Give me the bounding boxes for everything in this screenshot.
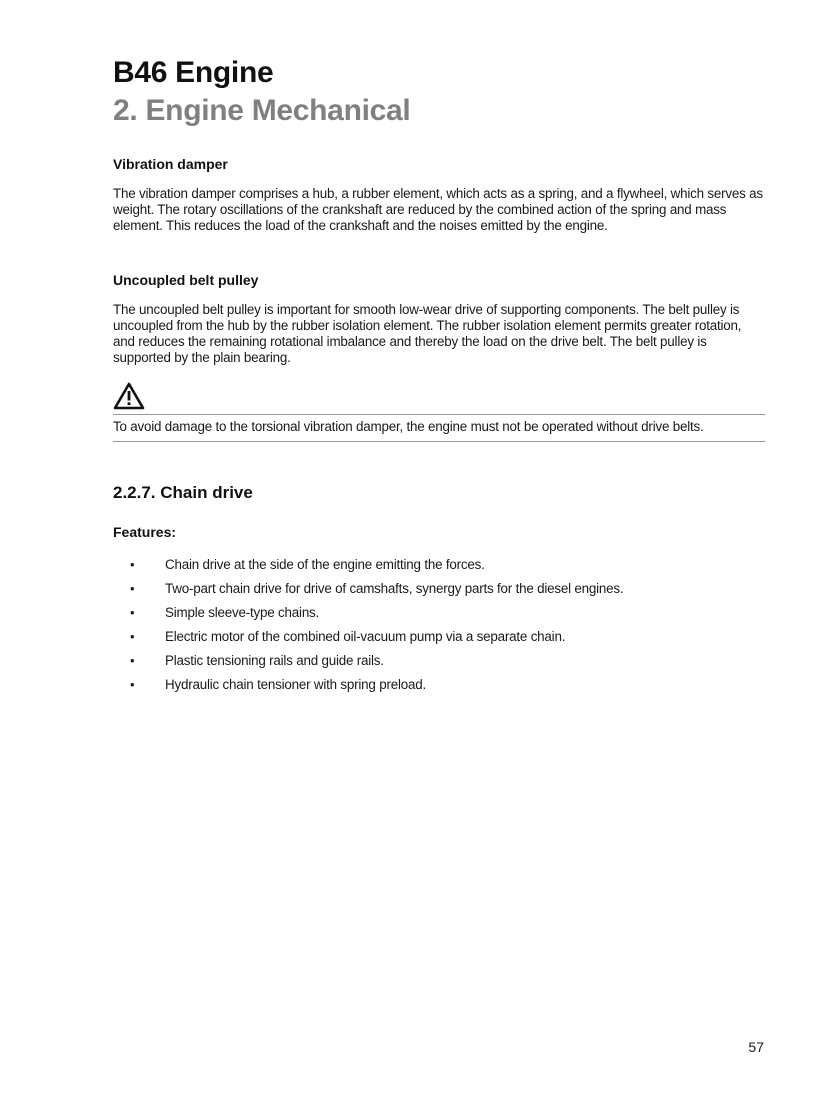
bullet-icon: • <box>130 557 135 572</box>
document-title: B46 Engine <box>113 56 274 89</box>
vibration-damper-heading: Vibration damper <box>113 156 228 172</box>
list-item-text: Chain drive at the side of the engine emitting the forces. <box>165 557 485 572</box>
list-item-text: Two-part chain drive for drive of camshafts, synergy parts for the diesel engines. <box>165 581 624 596</box>
chapter-title: 2. Engine Mechanical <box>113 94 411 127</box>
bullet-icon: • <box>130 581 135 596</box>
bullet-icon: • <box>130 653 135 668</box>
list-item-text: Plastic tensioning rails and guide rails. <box>165 653 384 668</box>
features-list <box>113 556 765 700</box>
uncoupled-pulley-paragraph: The uncoupled belt pulley is important for smooth low-wear drive of supporting components. The belt pulley is uncoupled from the hub by the rubber isolation element. The rubber isolation element permits greater rotation, and reduces the remaining rotational imbalance and thereby the load on the drive belt. The belt pulley is supported by the plain bearing. <box>113 302 742 365</box>
bullet-icon: • <box>130 629 135 644</box>
list-item-text: Hydraulic chain tensioner with spring preload. <box>165 677 426 692</box>
list-item <box>113 676 765 700</box>
uncoupled-pulley-heading: Uncoupled belt pulley <box>113 272 259 288</box>
chain-drive-heading: 2.2.7. Chain drive <box>113 483 253 502</box>
list-item <box>113 604 765 628</box>
features-label: Features: <box>113 524 177 540</box>
vibration-damper-paragraph: The vibration damper comprises a hub, a rubber element, which acts as a spring, and a flywheel, which serves as weight. The rotary oscillations of the crankshaft are reduced by the combined action of the spring and mass element. This reduces the load of the crankshaft and the noises emitted by the engine. <box>113 186 763 233</box>
bullet-icon: • <box>130 677 135 692</box>
warning-triangle-icon <box>113 382 145 410</box>
list-item-text: Electric motor of the combined oil-vacuum pump via a separate chain. <box>165 629 566 644</box>
warning-top-divider <box>113 414 765 415</box>
bullet-icon: • <box>130 605 135 620</box>
page-number: 57 <box>748 1039 764 1055</box>
warning-text: To avoid damage to the torsional vibration damper, the engine must not be operated without drive belts. <box>113 419 704 434</box>
warning-note <box>113 382 765 442</box>
list-item <box>113 628 765 652</box>
list-item-text: Simple sleeve-type chains. <box>165 605 320 620</box>
document-page <box>113 54 765 692</box>
warning-bottom-divider <box>113 441 765 442</box>
list-item <box>113 580 765 604</box>
list-item <box>113 556 765 580</box>
list-item <box>113 652 765 676</box>
